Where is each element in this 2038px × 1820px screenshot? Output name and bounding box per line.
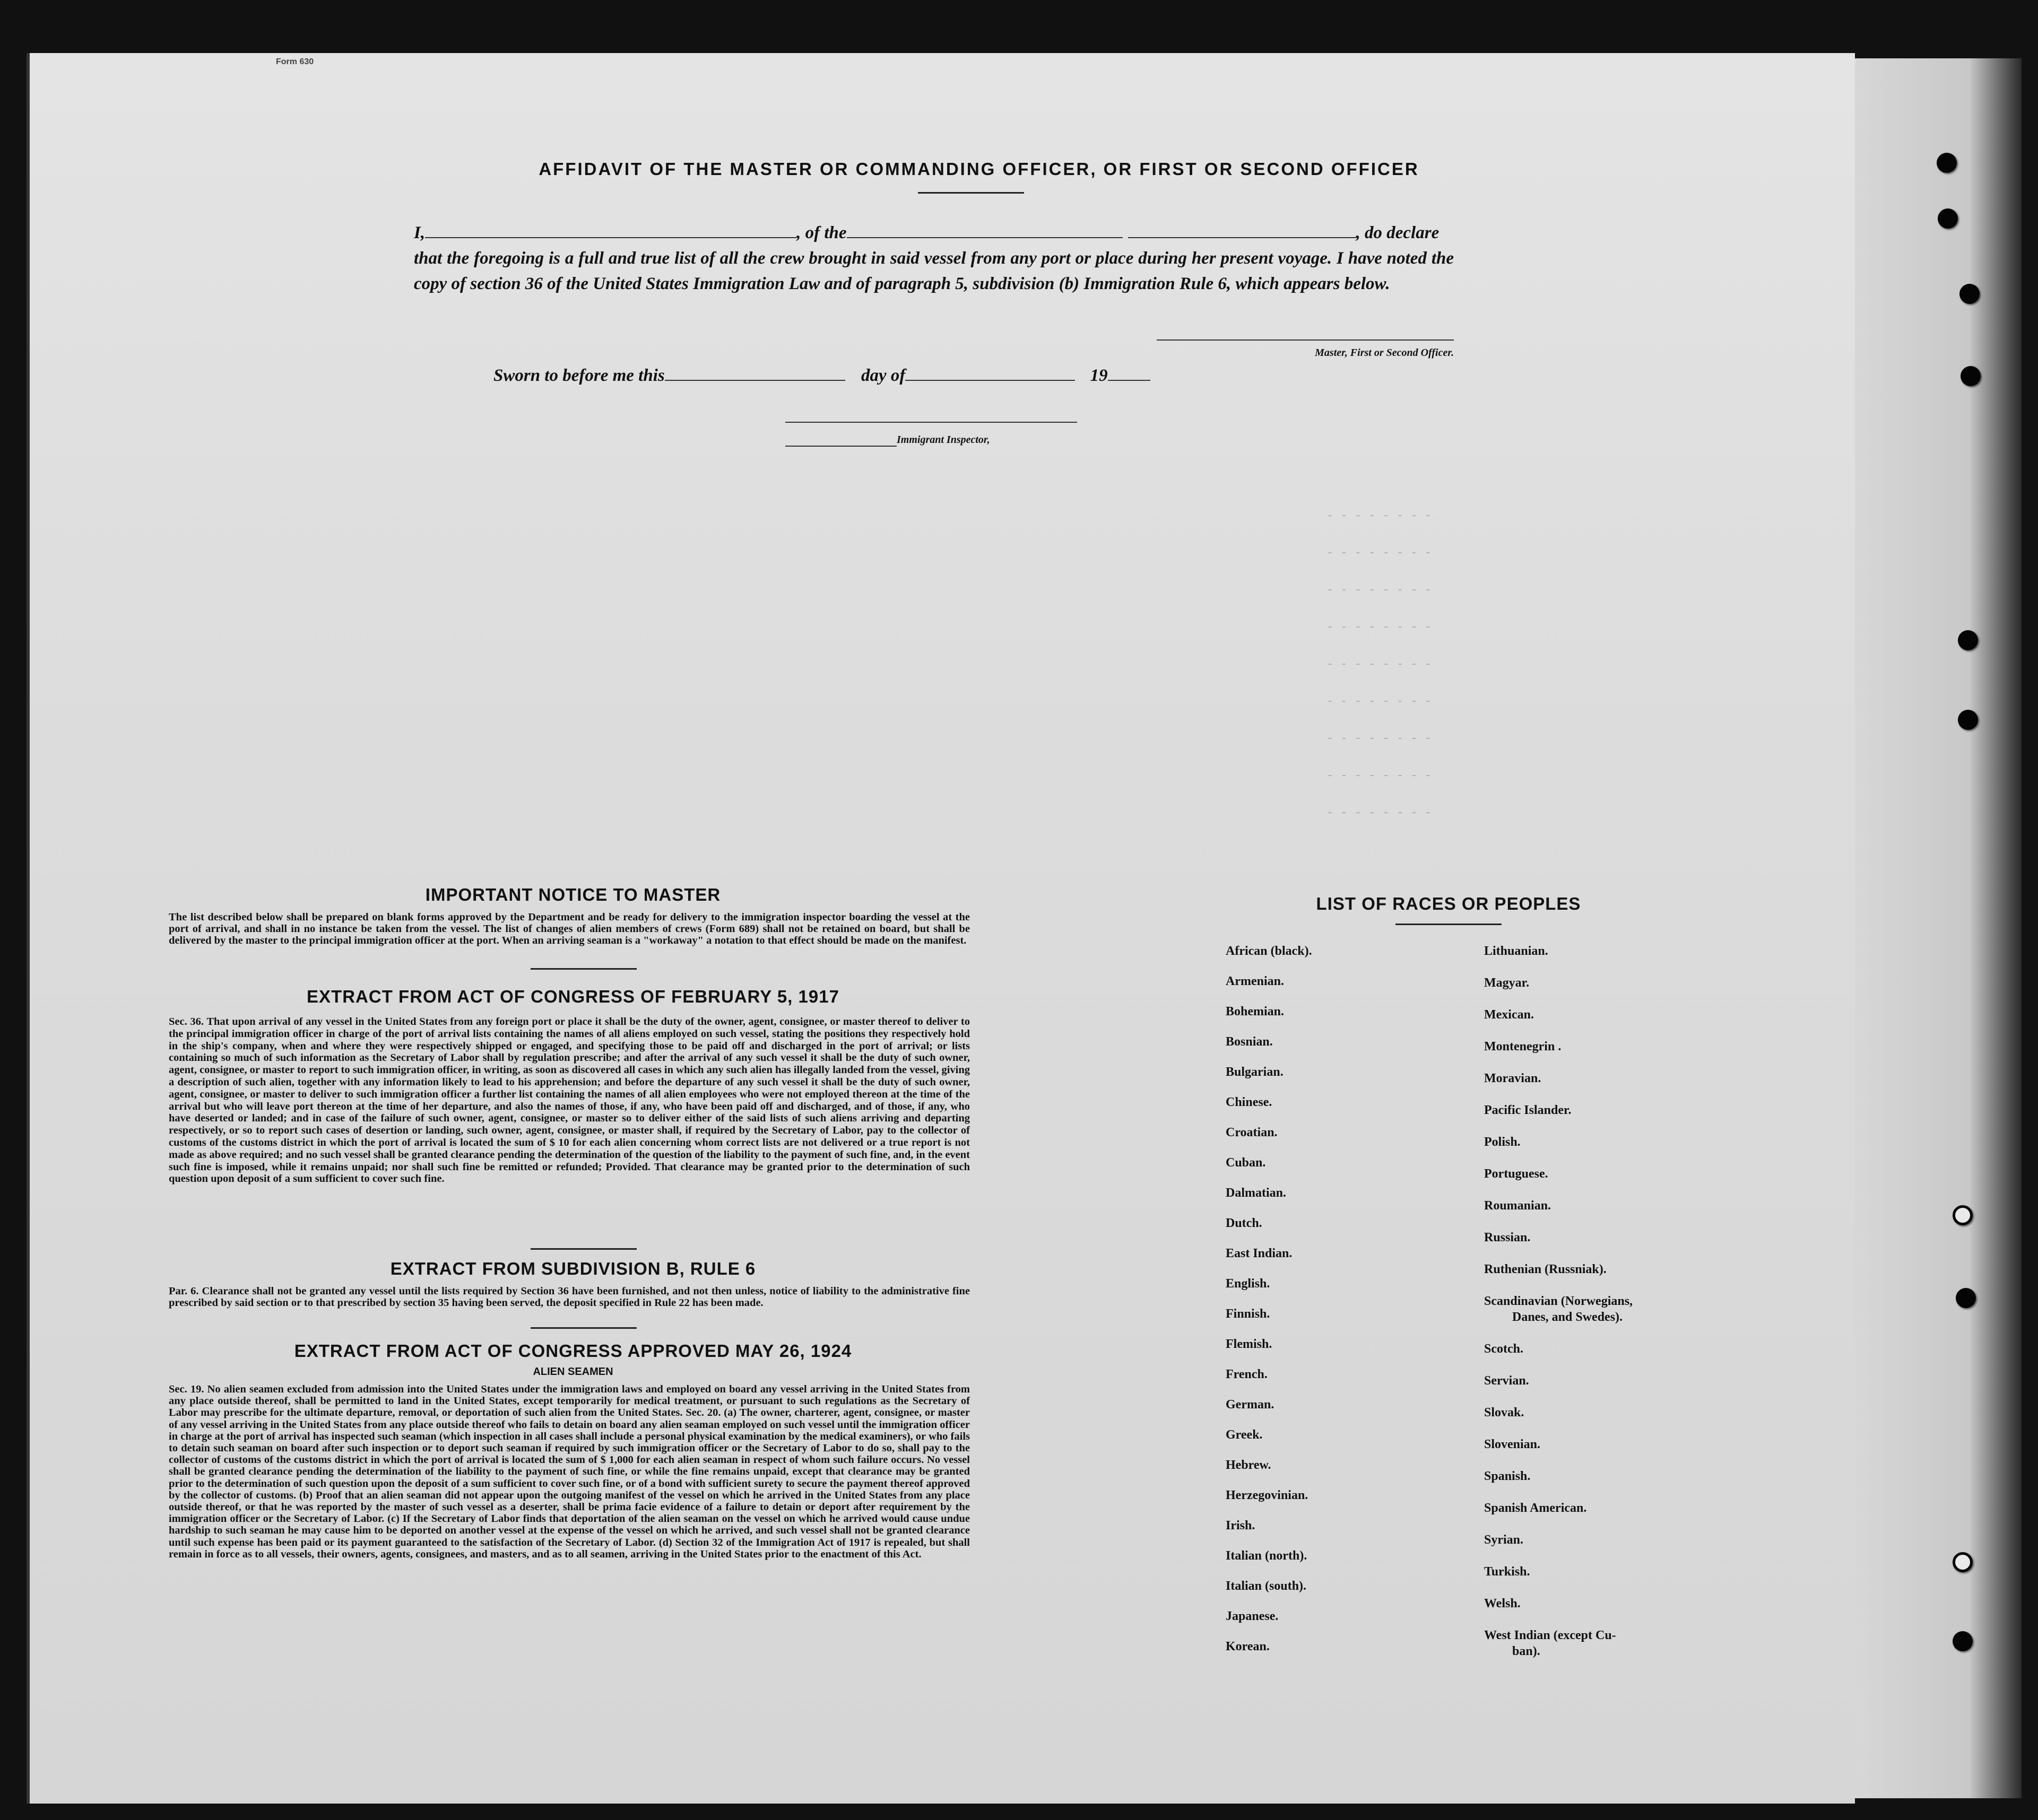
port-blank	[1128, 223, 1356, 238]
race-item: Spanish.	[1484, 1469, 1531, 1483]
race-item: Scotch.	[1484, 1342, 1523, 1356]
race-item: Finnish.	[1226, 1307, 1270, 1321]
vessel-blank	[847, 223, 1123, 238]
race-item: Herzegovinian.	[1226, 1488, 1308, 1502]
race-item: Korean.	[1226, 1640, 1270, 1653]
inspector-line-lower	[785, 446, 897, 447]
race-item: Roumanian.	[1484, 1199, 1551, 1213]
extract-rule6-rule	[531, 1327, 637, 1329]
affidavit-first-line	[414, 220, 1454, 246]
punch-hole	[1953, 1205, 1973, 1225]
year-blank	[1108, 366, 1150, 381]
race-item: French.	[1226, 1368, 1268, 1381]
affidavit-title-rule	[918, 192, 1024, 194]
day-of-label: day of	[861, 366, 906, 385]
race-item: Welsh.	[1484, 1597, 1521, 1610]
race-item: Chinese.	[1226, 1095, 1272, 1109]
notice-rule	[531, 968, 637, 970]
races-rule	[1395, 924, 1502, 925]
race-item: ban).	[1512, 1644, 1540, 1658]
signature-label: Master, First or Second Officer.	[1315, 347, 1454, 359]
race-item: Italian (north).	[1226, 1549, 1307, 1563]
underlying-page	[1846, 58, 2022, 1798]
affidavit-of-the: , of the	[796, 223, 847, 242]
race-item: East Indian.	[1226, 1247, 1293, 1260]
extract-1917-rule	[531, 1248, 637, 1250]
race-item: Dalmatian.	[1226, 1186, 1286, 1200]
extract-1924-subheading: ALIEN SEAMEN	[533, 1366, 613, 1378]
punch-hole	[1938, 208, 1958, 229]
affidavit-title: AFFIDAVIT OF THE MASTER OR COMMANDING OFFICER, OR FIRST OR SECOND OFFICER	[539, 159, 1419, 179]
race-item: West Indian (except Cu-	[1484, 1629, 1616, 1642]
punch-hole	[1959, 284, 1980, 304]
affidavit-do-declare: , do declare	[1356, 223, 1439, 242]
race-item: Servian.	[1484, 1374, 1529, 1388]
inspector-label: Immigrant Inspector,	[897, 434, 990, 446]
race-item: Greek.	[1226, 1428, 1263, 1442]
race-item: African (black).	[1226, 944, 1312, 958]
race-item: Slovenian.	[1484, 1438, 1541, 1451]
race-item: Croatian.	[1226, 1126, 1278, 1139]
race-item: English.	[1226, 1277, 1270, 1291]
race-item: Danes, and Swedes).	[1512, 1310, 1623, 1324]
race-item: Montenegrin .	[1484, 1040, 1562, 1053]
race-item: Cuban.	[1226, 1156, 1266, 1170]
race-item: Bohemian.	[1226, 1005, 1285, 1018]
race-item: Flemish.	[1226, 1337, 1272, 1351]
race-item: Bulgarian.	[1226, 1065, 1283, 1079]
race-item: Lithuanian.	[1484, 944, 1548, 958]
form-number: Form 630	[276, 57, 314, 66]
extract-1924-text: Sec. 19. No alien seamen excluded from admission into the United States under the immigration laws and employed on board any vessel arriving in the United States from any place outside thereof, shall be permitted to land in the United States, except temporarily for medical treatment, or pursuant to such regulations as the Secretary of Labor may prescribe for the ultimate departure, removal, or deportation of such alien from the United States. Sec. 20. (a) The owner, charterer, agent, consignee, or master of any vessel arriving in the United States from any place outside thereof who fails to detain on board any alien seaman employed on such vessel until the immigration officer in charge at the port of arrival has inspected such seaman (which inspection in all cases shall include a personal physical examination by the medical examiners), or who fails to detain such seaman on board after such inspection or to deport such seaman if required by such immigration officer or the Secretary of Labor to do so, shall pay to the collector of customs of the customs district in which the port of arrival is located the sum of $ 1,000 for each alien seaman in respect of whom such failure occurs. No vessel shall be granted clearance pending the determination of the liability to the payment of such fine, or while the fine remains unpaid, except that clearance may be granted prior to the determination of such question upon the deposit of a sum sufficient to cover such fine, or of a bond with sufficient surety to secure the payment thereof approved by the collector of customs. (b) Proof that an alien seaman did not appear upon the outgoing manifest of the vessel on which he arrived in the United States from any place outside thereof, or that he was reported by the master of such vessel as a deserter, shall be prima facie evidence of a failure to detain or deport after requirement by the immigration officer or the Secretary of Labor. (c) If the Secretary of Labor finds that deportation of the alien seaman on the vessel on which he arrived would cause undue hardship to such seaman he may cause him to be deported on another vessel at the expense of the vessel on which he arrived, and such vessel shall not be granted clearance until such expense has been paid or its payment guaranteed to the satisfaction of the Secretary of Labor. (d) Section 32 of the Immigration Act of 1917 is repealed, but shall remain in force as to all vessels, their owners, agents, consignees, and masters, and as to all seamen, arriving in the United States prior to the enactment of this Act.	[169, 1383, 970, 1560]
punch-hole	[1953, 1552, 1973, 1572]
race-item: Syrian.	[1484, 1533, 1524, 1547]
day-blank	[665, 366, 845, 381]
race-item: Hebrew.	[1226, 1458, 1271, 1472]
affidavit-i: I,	[414, 223, 426, 242]
punch-hole	[1937, 153, 1957, 173]
race-item: Moravian.	[1484, 1072, 1541, 1085]
punch-hole	[1958, 710, 1978, 730]
race-item: Slovak.	[1484, 1406, 1524, 1420]
year-prefix: 19	[1090, 366, 1108, 385]
affidavit-body: that the foregoing is a full and true list of all the crew brought in said vessel from any port or place during her present voyage. I have noted the copy of section 36 of the United States Immigration Law and of paragraph 5, subdivision (b) Immigration Rule 6, which appears below.	[414, 249, 1454, 293]
race-item: Portuguese.	[1484, 1167, 1548, 1181]
race-item: Scandinavian (Norwegians,	[1484, 1294, 1633, 1308]
punch-hole	[1953, 1631, 1973, 1651]
extract-1924-heading: EXTRACT FROM ACT OF CONGRESS APPROVED MAY 26, 1924	[294, 1341, 852, 1361]
race-item: Italian (south).	[1226, 1579, 1307, 1593]
extract-rule6-text: Par. 6. Clearance shall not be granted any vessel until the lists required by Section 36 have been furnished, and not then unless, notice of liability to the administrative fine prescribed by said section or to that prescribed by section 35 having been served, the deposit specified in Rule 22 has been made.	[169, 1285, 970, 1309]
races-heading: LIST OF RACES OR PEOPLES	[1316, 894, 1581, 913]
punch-hole	[1956, 1288, 1976, 1308]
race-item: Ruthenian (Russniak).	[1484, 1262, 1607, 1276]
race-item: Irish.	[1226, 1519, 1255, 1532]
race-item: Polish.	[1484, 1135, 1521, 1149]
inspector-line-upper	[785, 422, 1077, 423]
race-item: Spanish American.	[1484, 1501, 1587, 1515]
race-item: Japanese.	[1226, 1609, 1279, 1623]
sworn-prefix: Sworn to before me this	[493, 366, 665, 385]
race-item: Bosnian.	[1226, 1035, 1273, 1049]
punch-hole	[1958, 630, 1978, 650]
race-item: Dutch.	[1226, 1216, 1262, 1230]
signature-line	[1157, 339, 1454, 341]
race-item: German.	[1226, 1398, 1274, 1412]
extract-rule6-heading: EXTRACT FROM SUBDIVISION B, RULE 6	[390, 1259, 756, 1278]
notice-text: The list described below shall be prepared on blank forms approved by the Department and be ready for delivery to the immigration inspector boarding the vessel at the port of arrival, and shall in no instance be taken from the vessel. The list of changes of alien members of crews (Form 689) shall not be retained on board, but shall be delivered by the master to the principal immigration officer at the port. When an arriving seaman is a "workaway" a notation to that effect should be made on the manifest.	[169, 911, 970, 946]
affidavit-text	[414, 220, 1454, 297]
punch-hole	[1961, 366, 1981, 386]
race-item: Pacific Islander.	[1484, 1103, 1572, 1117]
race-item: Turkish.	[1484, 1565, 1530, 1579]
race-item: Mexican.	[1484, 1008, 1534, 1022]
month-blank	[905, 366, 1075, 381]
race-item: Magyar.	[1484, 976, 1530, 990]
sworn-line	[493, 366, 1150, 386]
extract-1917-text: Sec. 36. That upon arrival of any vessel in the United States from any foreign port or place it shall be the duty of the owner, agent, consignee, or master thereof to deliver to the principal immigration officer in charge of the port of arrival lists containing the names of all aliens employed on such vessel, stating the positions they respectively hold in the ship's company, when and where they were respectively shipped or engaged, and specifying those to be paid off and discharged in the port of arrival; or lists containing so much of such information as the Secretary of Labor shall by regulation prescribe; and after the arrival of any such vessel it shall be the duty of such owner, agent, consignee, or master to report to such immigration officer, in writing, as soon as discovered all cases in which any such alien has illegally landed from the vessel, giving a description of such alien, together with any information likely to lead to his apprehension; and before the departure of any such vessel it shall be the duty of such owner, agent, consignee, or master to deliver to such immigration officer a further list containing the names of all alien employees who were not employed thereon at the time of the arrival but who will leave port thereon at the time of her departure, and also the names of those, if any, who have been paid off and discharged, and of those, if any, who have deserted or landed; and in case of the failure of such owner, agent, consignee, or master so to deliver either of the said lists of such aliens arriving and departing respectively, or so to report such cases of desertion or landing, such owner, agent, consignee, or master shall, if required by the Secretary of Labor, pay to the collector of customs of the customs district in which the port of arrival is located the sum of $ 10 for each alien concerning whom correct lists are not delivered or a true report is not made as above required; and no such vessel shall be granted clearance pending the determination of the question of the liability to the payment of such fine, and, in the event such fine is imposed, while it remains unpaid; nor shall such fine be remitted or refunded; Provided. That clearance may be granted prior to the determination of such question upon deposit of a sum sufficient to cover such fine.	[169, 1016, 970, 1185]
extract-1917-heading: EXTRACT FROM ACT OF CONGRESS OF FEBRUARY 5, 1917	[307, 987, 839, 1006]
race-item: Russian.	[1484, 1231, 1531, 1244]
race-item: Armenian.	[1226, 974, 1284, 988]
name-blank	[425, 223, 796, 238]
notice-heading: IMPORTANT NOTICE TO MASTER	[425, 885, 721, 904]
